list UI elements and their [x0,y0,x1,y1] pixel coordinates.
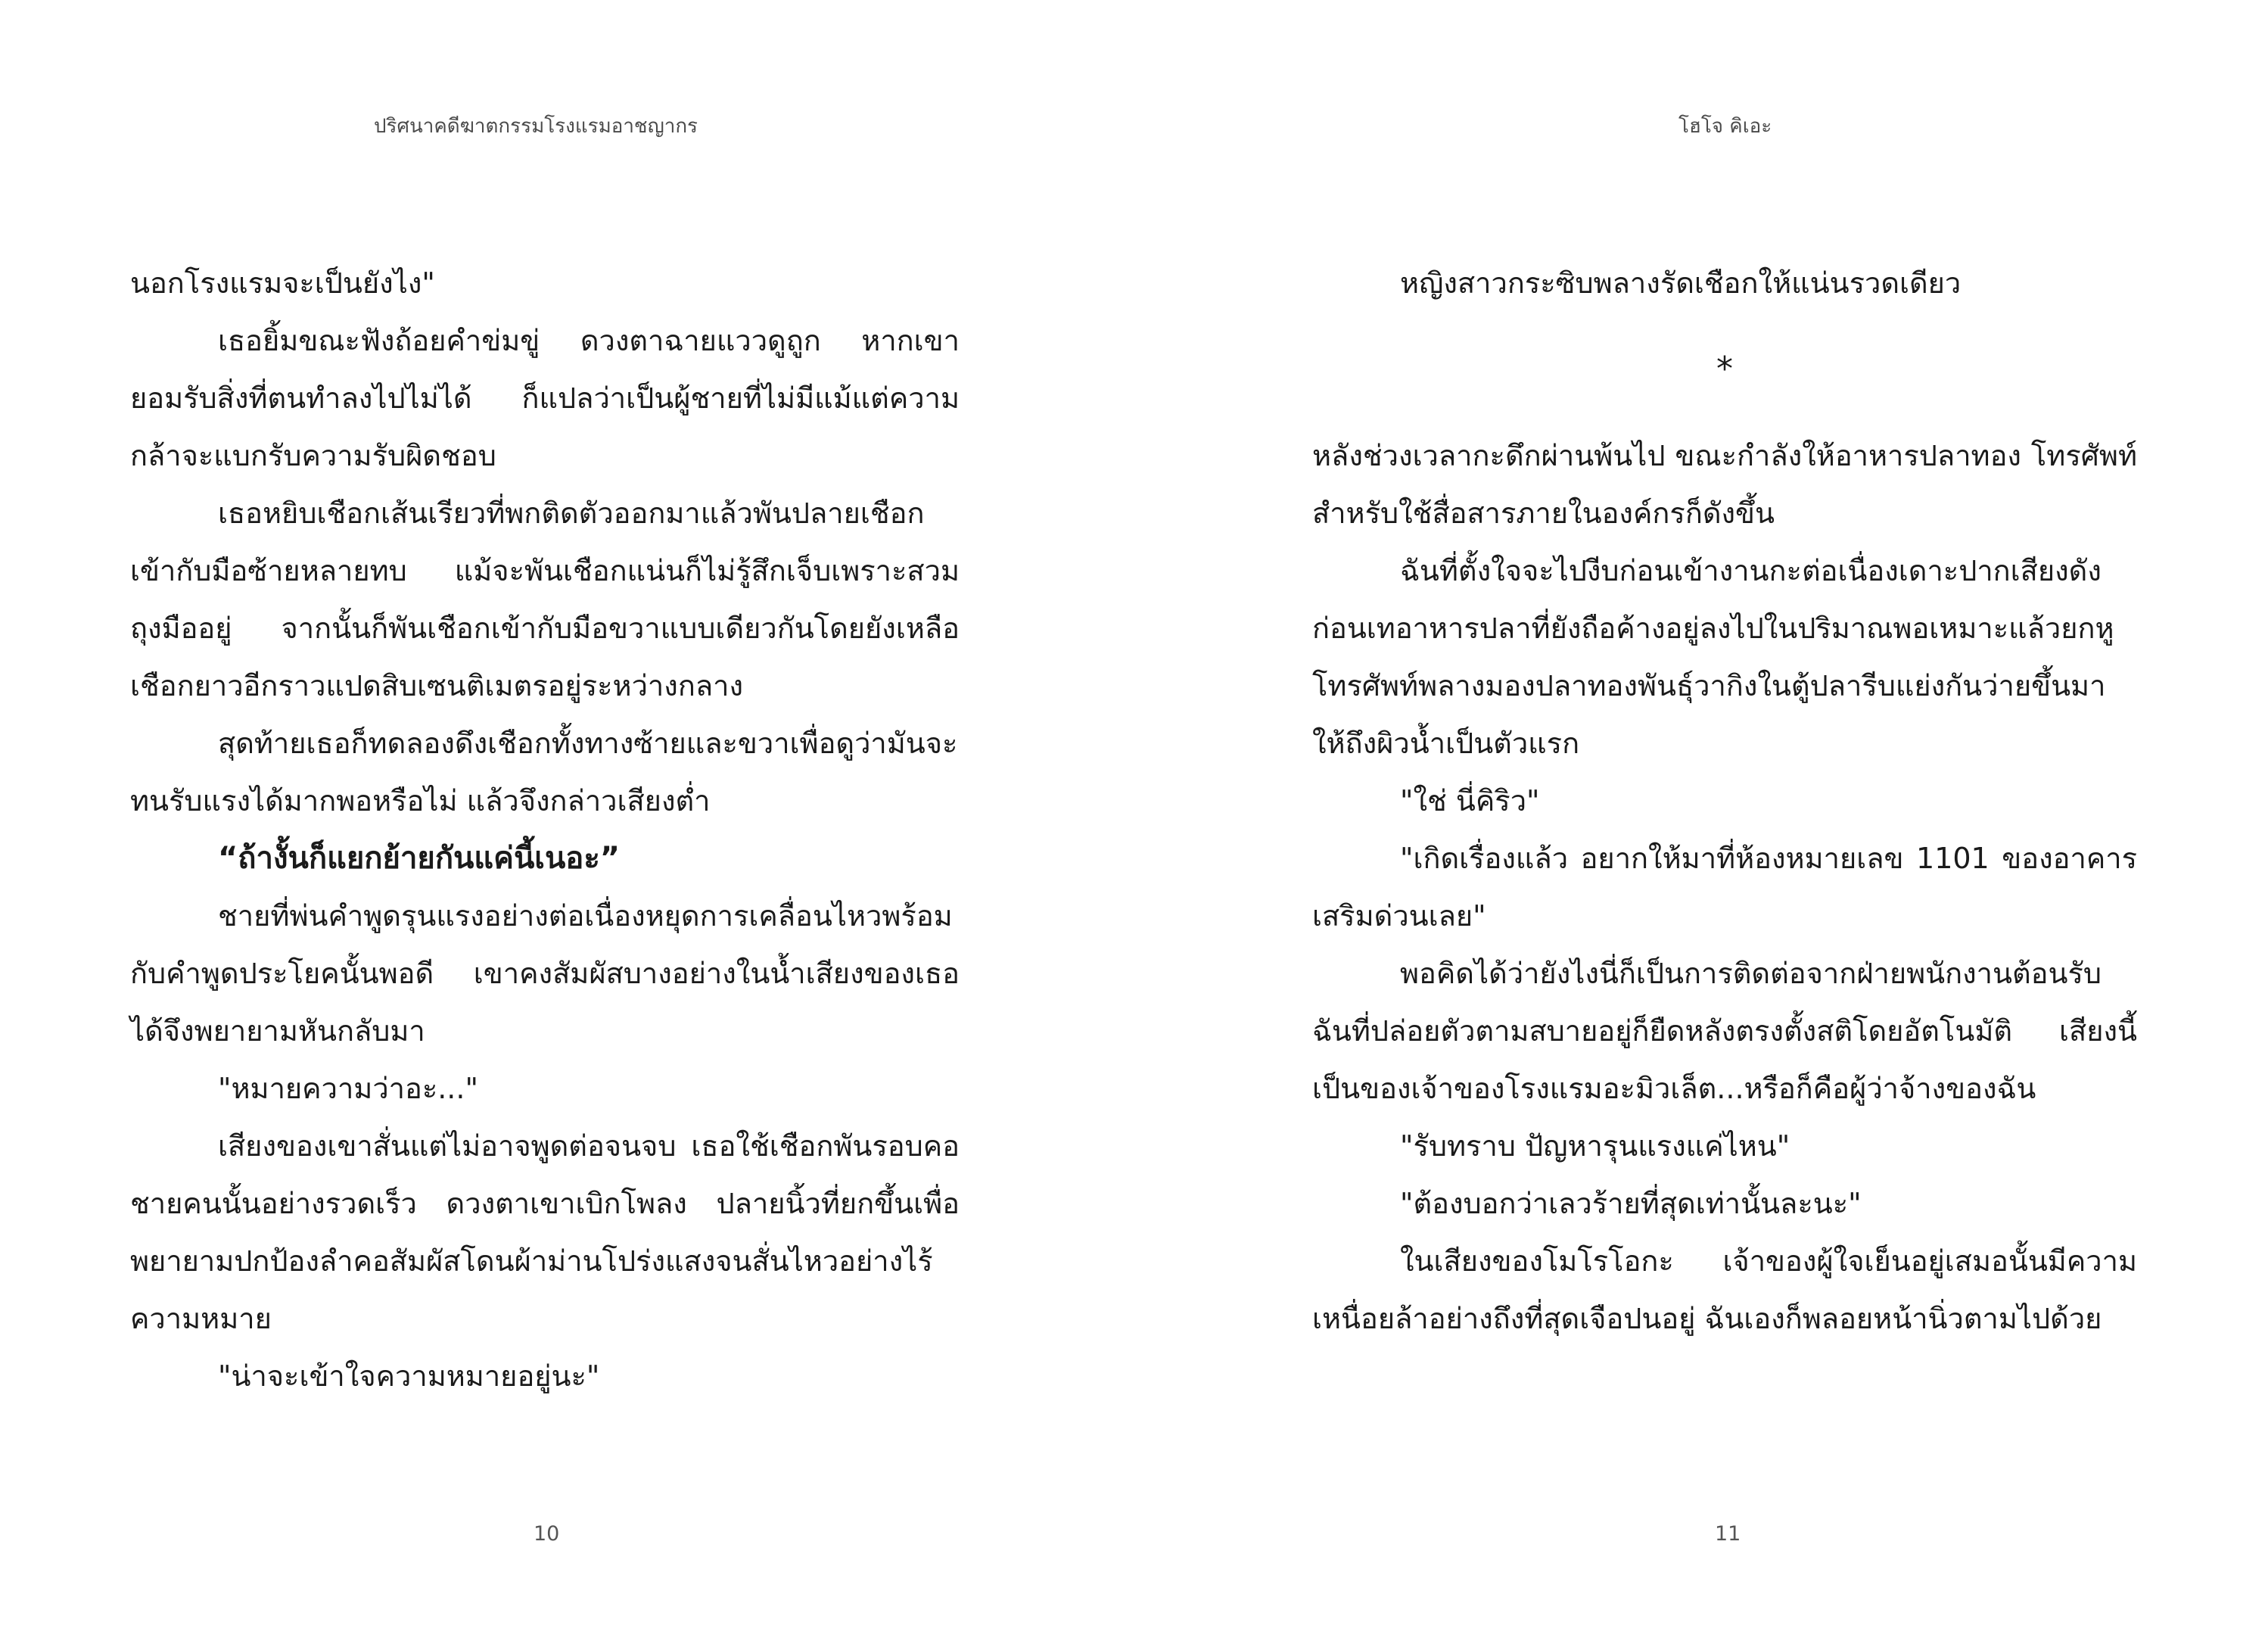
paragraph: พอคิดได้ว่ายังไงนี่ก็เป็นการติดต่อจากฝ่ายพนักงานต้อนรับ ฉันที่ปล่อยตัวตามสบายอยู่ก็ยืดหลังตรงตั้งสติโดยอัตโนมัติ เสียงนี้เป็นของเจ้าของโรงแรมอะมิวเล็ต...หรือก็คือผู้ว่าจ้างของฉัน [1312,957,2137,1105]
scene-break-asterisk: * [1716,350,1733,388]
emphasized-dialogue: “ถ้างั้นก็แยกย้ายกันแค่นี้เนอะ” [218,841,621,876]
paragraph: นอกโรงแรมจะเป็นยังไง" [130,266,435,300]
left-page-body [130,254,960,1405]
paragraph: "หมายความว่าอะ..." [218,1072,478,1105]
running-header-title: ปริศนาคดีฆาตกรรมโรงแรมอาชญากร [374,115,698,138]
paragraph: "รับทราบ ปัญหารุนแรงแค่ไหน" [1400,1129,1790,1163]
paragraph: "เกิดเรื่องแล้ว อยากให้มาที่ห้องหมายเลข 1101 ของอาคารเสริมด่วนเลย" [1312,842,2137,933]
opening-line: หญิงสาวกระซิบพลางรัดเชือกให้แน่นรวดเดียว [1400,266,1962,300]
paragraph: ชายที่พ่นคำพูดรุนแรงอย่างต่อเนื่องหยุดการเคลื่อนไหวพร้อมกับคำพูดประโยคนั้นพอดี เขาคงสัมผัสบางอย่างในน้ำเสียงของเธอได้จึงพยายามหันกลับมา [130,899,960,1048]
page-number: 11 [1715,1522,1741,1546]
right-page [1134,0,2268,1641]
paragraph: "ใช่ นี่คิริว" [1400,784,1540,817]
paragraph: "ต้องบอกว่าเลวร้ายที่สุดเท่านั้นละนะ" [1400,1187,1862,1220]
paragraph: เสียงของเขาสั่นแต่ไม่อาจพูดต่อจนจบ เธอใช้เชือกพันรอบคอชายคนนั้นอย่างรวดเร็ว ดวงตาเขาเบิกโพลง ปลายนิ้วที่ยกขึ้นเพื่อพยายามปกป้องลำคอสัมผัสโดนผ้าม่านโปร่งแสงจนสั่นไหวอย่างไร้ความหมาย [130,1129,960,1335]
paragraph: ฉันที่ตั้งใจจะไปงีบก่อนเข้างานกะต่อเนื่องเดาะปากเสียงดังก่อนเทอาหารปลาที่ยังถือค้างอยู่ลงไปในปริมาณพอเหมาะแล้วยกหูโทรศัพท์พลางมองปลาทองพันธุ์วากิงในตู้ปลารีบแย่งกันว่ายขึ้นมาให้ถึงผิวน้ำเป็นตัวแรก [1312,554,2114,760]
page-number: 10 [534,1522,560,1546]
paragraph: หลังช่วงเวลากะดึกผ่านพ้นไป ขณะกำลังให้อาหารปลาทอง โทรศัพท์สำหรับใช้สื่อสารภายในองค์กรก็ดังขึ้น [1312,439,2137,530]
paragraph: สุดท้ายเธอก็ทดลองดึงเชือกทั้งทางซ้ายและขวาเพื่อดูว่ามันจะทนรับแรงได้มากพอหรือไม่ แล้วจึงกล่าวเสียงต่ำ [130,727,958,817]
running-header-author: โฮโจ คิเอะ [1678,115,1772,138]
paragraph: เธอหยิบเชือกเส้นเรียวที่พกติดตัวออกมาแล้วพันปลายเชือกเข้ากับมือซ้ายหลายทบ แม้จะพันเชือกแน่นก็ไม่รู้สึกเจ็บเพราะสวมถุงมืออยู่ จากนั้นก็พันเชือกเข้ากับมือขวาแบบเดียวกันโดยยังเหลือเชือกยาวอีกราวแปดสิบเซนติเมตรอยู่ระหว่างกลาง [130,497,960,702]
paragraph: "น่าจะเข้าใจความหมายอยู่นะ" [218,1359,600,1393]
paragraph: ในเสียงของโมโรโอกะ เจ้าของผู้ใจเย็นอยู่เสมอนั้นมีความเหนื่อยล้าอย่างถึงที่สุดเจือปนอยู่ ฉันเองก็พลอยหน้านิ่วตามไปด้วย [1312,1244,2137,1335]
right-page-body [1312,254,2137,1347]
paragraph: เธอยิ้มขณะฟังถ้อยคำข่มขู่ ดวงตาฉายแววดูถูก หากเขายอมรับสิ่งที่ตนทำลงไปไม่ได้ ก็แปลว่าเป็นผู้ชายที่ไม่มีแม้แต่ความกล้าจะแบกรับความรับผิดชอบ [130,324,960,472]
